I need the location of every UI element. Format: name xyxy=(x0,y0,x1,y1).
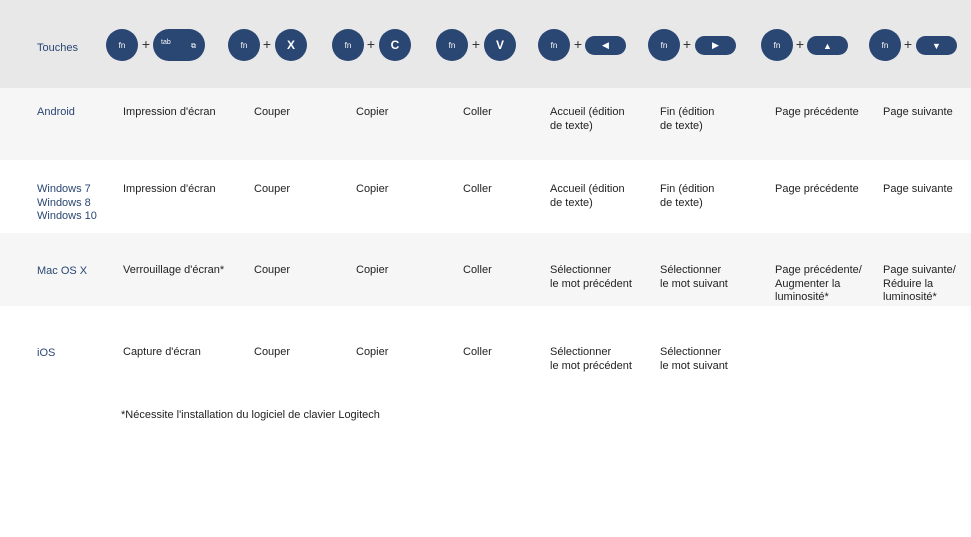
row-android-cell: Copier xyxy=(356,106,389,118)
row-windows-cell: Fin (édition de texte) xyxy=(660,183,715,209)
row-ios-cell: Couper xyxy=(254,346,291,358)
row-windows-cell: Impression d'écran xyxy=(123,183,216,195)
row-ios-cell: Coller xyxy=(463,346,492,358)
row-band-android xyxy=(0,88,971,160)
tab-key xyxy=(153,29,205,61)
v-key: V xyxy=(484,29,516,61)
row-mac-cell: Sélectionner le mot précédent xyxy=(550,264,632,290)
right-arrow-key: ▶ xyxy=(695,36,736,55)
up-arrow-key: ▲ xyxy=(807,36,848,55)
row-android-cell: Fin (édition de texte) xyxy=(660,106,715,132)
row-android-cell: Impression d'écran xyxy=(123,106,216,118)
row-windows-cell: Accueil (édition de texte) xyxy=(550,183,625,209)
row-ios-cell: Capture d'écran xyxy=(123,346,201,358)
row-windows-cell: Page suivante xyxy=(883,183,953,195)
fn-key: fn xyxy=(648,29,680,61)
row-band-windows xyxy=(0,160,971,233)
os-label-windows: Windows 7 Windows 8 Windows 10 xyxy=(37,183,97,222)
row-windows-cell: Coller xyxy=(463,183,492,195)
plus-sign: + xyxy=(795,36,805,52)
row-windows-cell: Page précédente xyxy=(775,183,859,195)
down-arrow-key: ▼ xyxy=(916,36,957,55)
fn-key: fn xyxy=(106,29,138,61)
plus-sign: + xyxy=(903,36,913,52)
footnote: *Nécessite l'installation du logiciel de clavier Logitech xyxy=(121,409,380,421)
tab-key-label: tab xyxy=(161,39,171,46)
left-arrow-key: ◀ xyxy=(585,36,626,55)
c-key: C xyxy=(379,29,411,61)
row-windows-cell: Couper xyxy=(254,183,291,195)
row-windows-cell: Copier xyxy=(356,183,389,195)
fn-key: fn xyxy=(538,29,570,61)
row-mac-cell: Coller xyxy=(463,264,492,276)
row-android-cell: Page suivante xyxy=(883,106,953,118)
window-switch-icon: ⧉ xyxy=(191,43,196,50)
plus-sign: + xyxy=(682,36,692,52)
row-mac-cell: Sélectionner le mot suivant xyxy=(660,264,728,290)
row-mac-cell: Page suivante/ Réduire la luminosité* xyxy=(883,264,956,303)
row-mac-cell: Couper xyxy=(254,264,291,276)
row-mac-cell: Verrouillage d'écran* xyxy=(123,264,225,276)
fn-key: fn xyxy=(436,29,468,61)
plus-sign: + xyxy=(471,36,481,52)
os-label-mac: Mac OS X xyxy=(37,265,88,277)
row-mac-cell: Page précédente/ Augmenter la luminosité* xyxy=(775,264,862,303)
row-android-cell: Accueil (édition de texte) xyxy=(550,106,625,132)
plus-sign: + xyxy=(573,36,583,52)
fn-key: fn xyxy=(332,29,364,61)
fn-key: fn xyxy=(228,29,260,61)
row-android-cell: Coller xyxy=(463,106,492,118)
header-label: Touches xyxy=(37,42,78,54)
x-key: X xyxy=(275,29,307,61)
os-label-ios: iOS xyxy=(37,347,56,359)
row-android-cell: Couper xyxy=(254,106,291,118)
row-ios-cell: Sélectionner le mot suivant xyxy=(660,346,728,372)
fn-key: fn xyxy=(869,29,901,61)
fn-key: fn xyxy=(761,29,793,61)
row-ios-cell: Copier xyxy=(356,346,389,358)
plus-sign: + xyxy=(141,36,151,52)
plus-sign: + xyxy=(262,36,272,52)
row-mac-cell: Copier xyxy=(356,264,389,276)
os-label-android: Android xyxy=(37,106,75,118)
row-android-cell: Page précédente xyxy=(775,106,859,118)
row-ios-cell: Sélectionner le mot précédent xyxy=(550,346,632,372)
plus-sign: + xyxy=(366,36,376,52)
